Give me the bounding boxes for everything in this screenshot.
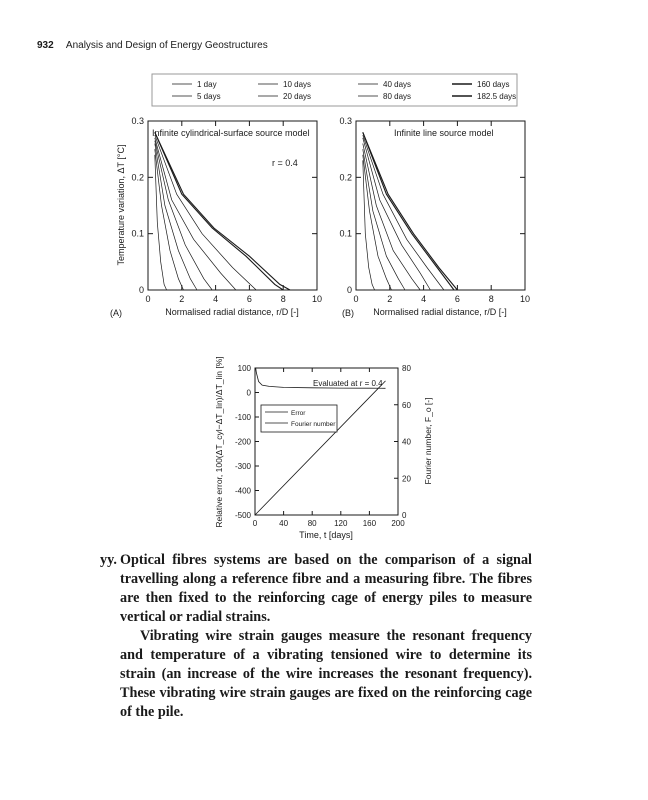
legend-entry-160-days: 160 days (477, 80, 510, 89)
panel-a-series (155, 132, 290, 290)
panel-b-xtick-label: 10 (519, 294, 531, 304)
panel-b-ytick-label: 0.3 (339, 116, 352, 126)
panel-b-ytick-label: 0 (346, 285, 352, 295)
panel-c-y2tick-label: 40 (402, 437, 411, 447)
panel-a-xtick-label: 2 (179, 294, 185, 304)
panel-c-annotation: Evaluated at r = 0.4 (313, 379, 383, 388)
panel-b-series-182-5-days (363, 132, 458, 290)
panel-c-legend-error: Error (291, 410, 306, 417)
panel-b-xtick-label: 2 (387, 294, 393, 304)
panel-b-xtick-label: 6 (454, 294, 460, 304)
panel-c-xtick-label: 40 (279, 519, 289, 528)
panel-b-ytick-label: 0.2 (339, 172, 352, 183)
panel-c-series-fourier-number (255, 381, 386, 515)
panel-a-series-182-5-days (155, 132, 290, 290)
panel-c-xtick-label: 200 (391, 519, 405, 528)
panel-a-title: Infinite cylindrical-surface source model (152, 128, 310, 138)
panel-c-xtick-label: 160 (362, 519, 377, 528)
panel-b-xtick-label: 0 (353, 294, 359, 304)
body-text (100, 551, 532, 722)
panel-a (110, 116, 322, 318)
panel-c-ytick-label: 0 (246, 388, 251, 398)
legend-entry-1-day: 1 day (197, 80, 217, 89)
panel-a-series-160-days (155, 132, 283, 290)
panel-c-legend-fourier: Fourier number (291, 421, 336, 428)
panel-b-xtick-label: 8 (488, 294, 494, 304)
legend-entry-40-days: 40 days (383, 80, 412, 89)
panel-b-series-80-days (363, 135, 444, 290)
panel-b-series-160-days (363, 132, 454, 290)
panel-c-ytick-label: -300 (234, 462, 251, 471)
panel-a-xlabel: Normalised radial distance, r/D [-] (165, 307, 299, 317)
legend-entry-182-5-days: 182.5 days (477, 92, 517, 101)
panel-b-series-1-day (363, 160, 375, 290)
panel-c-xtick-label: 0 (252, 519, 258, 528)
panel-a-xtick-label: 4 (213, 294, 219, 304)
panel-a-series-10-days (155, 144, 197, 291)
paragraph-vibrating-wire: Vibrating wire strain gauges measure the resonant frequency and temperature of a vibrating tensioned wire to determine its strain (an increase of the wire increases the resonant frequency). These vibrating wire strain gauges are fixed on the reinforcing cage of the pile. (120, 628, 532, 720)
page-number: 932 (37, 40, 54, 51)
panel-c-xtick-label: 120 (334, 519, 348, 528)
panel-a-xtick-label: 0 (145, 294, 151, 304)
panel-a-ytick-label: 0.1 (131, 228, 144, 239)
panel-a-ylabel: Temperature variation, ΔT [°C] (116, 144, 126, 266)
panel-b-label: (B) (342, 308, 354, 318)
panel-b-series-40-days (363, 138, 431, 290)
legend-entry-80-days: 80 days (383, 92, 412, 101)
panel-b-title: Infinite line source model (394, 128, 494, 138)
panel-b-xlabel: Normalised radial distance, r/D [-] (373, 307, 507, 317)
legend-entry-10-days: 10 days (283, 80, 312, 89)
panel-c-xtick-label: 80 (307, 519, 317, 528)
panel-c-ytick-label: -400 (234, 486, 251, 496)
panel-a-frame (148, 121, 317, 290)
panel-a-xtick-label: 10 (311, 294, 323, 304)
panel-a-ytick-label: 0 (138, 285, 144, 295)
panel-c-ytick-label: 100 (237, 364, 251, 373)
panel-c-ytick-label: -500 (234, 511, 251, 520)
panel-a-xtick-label: 6 (246, 294, 252, 304)
running-title: Analysis and Design of Energy Geostructures (65, 40, 268, 51)
panel-c-y2tick-label: 60 (402, 400, 411, 410)
panel-a-series-80-days (155, 135, 256, 290)
legend-entry-20-days: 20 days (283, 92, 312, 101)
panel-b-xtick-label: 4 (421, 294, 427, 304)
panel-a-ytick-label: 0.3 (131, 116, 144, 126)
panel-b (339, 116, 530, 318)
paragraph-optical-fibres (100, 551, 532, 627)
panel-a-xtick-label: 8 (280, 294, 286, 304)
panel-b-series (363, 132, 458, 290)
panel-c-ytick-label: -200 (234, 437, 251, 447)
legend-entry-5-days: 5 days (197, 92, 221, 101)
panel-a-label: (A) (110, 308, 122, 318)
panel-c-ytick-label: -100 (234, 413, 251, 422)
panel-c-y2tick-label: 20 (402, 474, 411, 484)
panel-b-ytick-label: 0.1 (339, 228, 352, 239)
paragraph-1-text: Optical fibres systems are based on the comparison of a signal travelling along a reference fibre and a measuring fibre. The fibres are then fixed to the reinforcing cage of energy piles to measure vertical or radial strains. (120, 552, 532, 625)
panel-c-ylabel: Relative error, 100(ΔT_cyl−ΔT_lin)/ΔT_lin [%] (214, 356, 224, 528)
item-label: yy. (100, 552, 117, 568)
panel-b-series-20-days (363, 144, 420, 291)
panel-c-xlabel: Time, t [days] (299, 530, 353, 540)
panel-a-ytick-label: 0.2 (131, 172, 144, 183)
panel-c-series (255, 368, 386, 515)
panel-c (214, 356, 433, 540)
panel-c-y2label: Fourier number, F_o [-] (423, 397, 433, 485)
panel-a-annotation: r = 0.4 (272, 158, 298, 168)
legend-box (152, 74, 517, 106)
panel-c-y2tick-label: 80 (402, 364, 411, 373)
panel-c-y2tick-label: 0 (402, 511, 407, 520)
